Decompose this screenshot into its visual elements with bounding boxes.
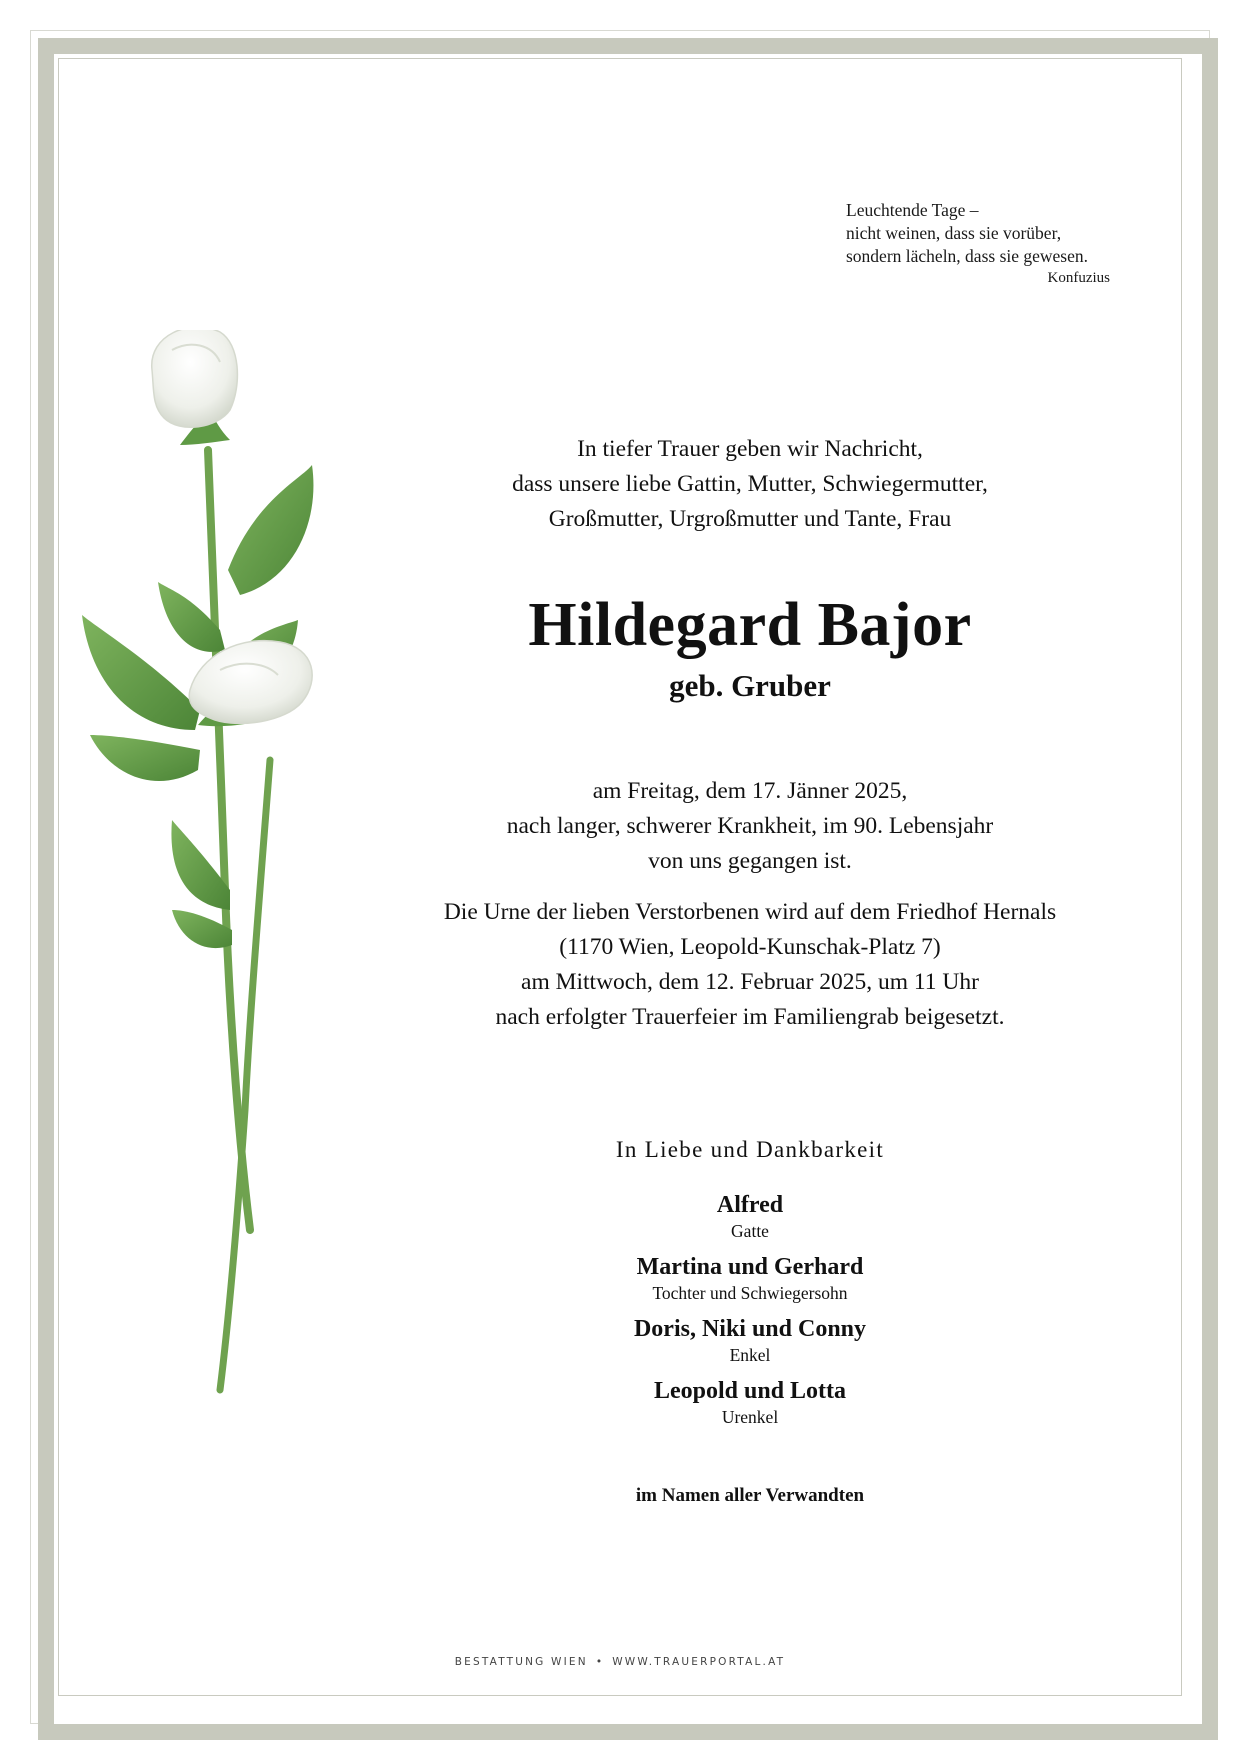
maiden-name: geb. Gruber [669, 668, 831, 703]
footer [0, 1656, 1240, 1668]
mourner-entry [400, 1190, 1100, 1242]
mourner-relation: Gatte [731, 1221, 769, 1241]
rose-icon [80, 330, 370, 1410]
intro-line: Großmutter, Urgroßmutter und Tante, Frau [548, 506, 952, 532]
behalf-line: im Namen aller Verwandten [635, 1485, 865, 1506]
quote-author: Konfuzius [1047, 270, 1110, 286]
death-line: von uns gegangen ist. [648, 848, 852, 874]
mourner-relation: Tochter und Schwiegersohn [652, 1283, 848, 1303]
quote-line: Leuchtende Tage – [846, 200, 979, 220]
intro-line: dass unsere liebe Gattin, Mutter, Schwiegermutter, [512, 471, 988, 497]
mourner-name: Doris, Niki und Conny [633, 1316, 867, 1342]
closing-phrase: In Liebe und Dankbarkeit [615, 1137, 885, 1162]
mourner-name: Martina und Gerhard [636, 1254, 864, 1280]
death-line: am Freitag, dem 17. Jänner 2025, [592, 778, 908, 804]
quote-line: nicht weinen, dass sie vorüber, [846, 223, 1062, 243]
mourner-relation: Urenkel [721, 1407, 779, 1427]
quote-line: sondern lächeln, dass sie gewesen. [846, 246, 1089, 266]
mourner-name: Leopold und Lotta [653, 1378, 847, 1404]
footer-website: WWW.TRAUERPORTAL.AT [612, 1656, 786, 1668]
footer-publisher: BESTATTUNG WIEN [454, 1656, 588, 1668]
intro-line: In tiefer Trauer geben wir Nachricht, [577, 436, 923, 462]
footer-separator: • [595, 1656, 605, 1668]
mourner-name: Alfred [716, 1192, 784, 1218]
deceased-name: Hildegard Bajor [528, 591, 972, 659]
burial-line: nach erfolgter Trauerfeier im Familiengrab beigesetzt. [495, 1004, 1005, 1030]
death-line: nach langer, schwerer Krankheit, im 90. Lebensjahr [506, 813, 994, 839]
quote-block [846, 199, 1110, 289]
burial-line: am Mittwoch, dem 12. Februar 2025, um 11 Uhr [521, 969, 979, 995]
mourners-list [400, 1190, 1100, 1438]
mourner-relation: Enkel [729, 1345, 771, 1365]
burial-line: Die Urne der lieben Verstorbenen wird auf dem Friedhof Hernals [443, 899, 1057, 925]
burial-line: (1170 Wien, Leopold-Kunschak-Platz 7) [559, 934, 941, 960]
death-notice [400, 774, 1100, 879]
intro-text [400, 432, 1100, 537]
mourner-entry [400, 1376, 1100, 1428]
mourner-entry [400, 1314, 1100, 1366]
mourner-entry [400, 1252, 1100, 1304]
burial-notice [400, 895, 1100, 1035]
